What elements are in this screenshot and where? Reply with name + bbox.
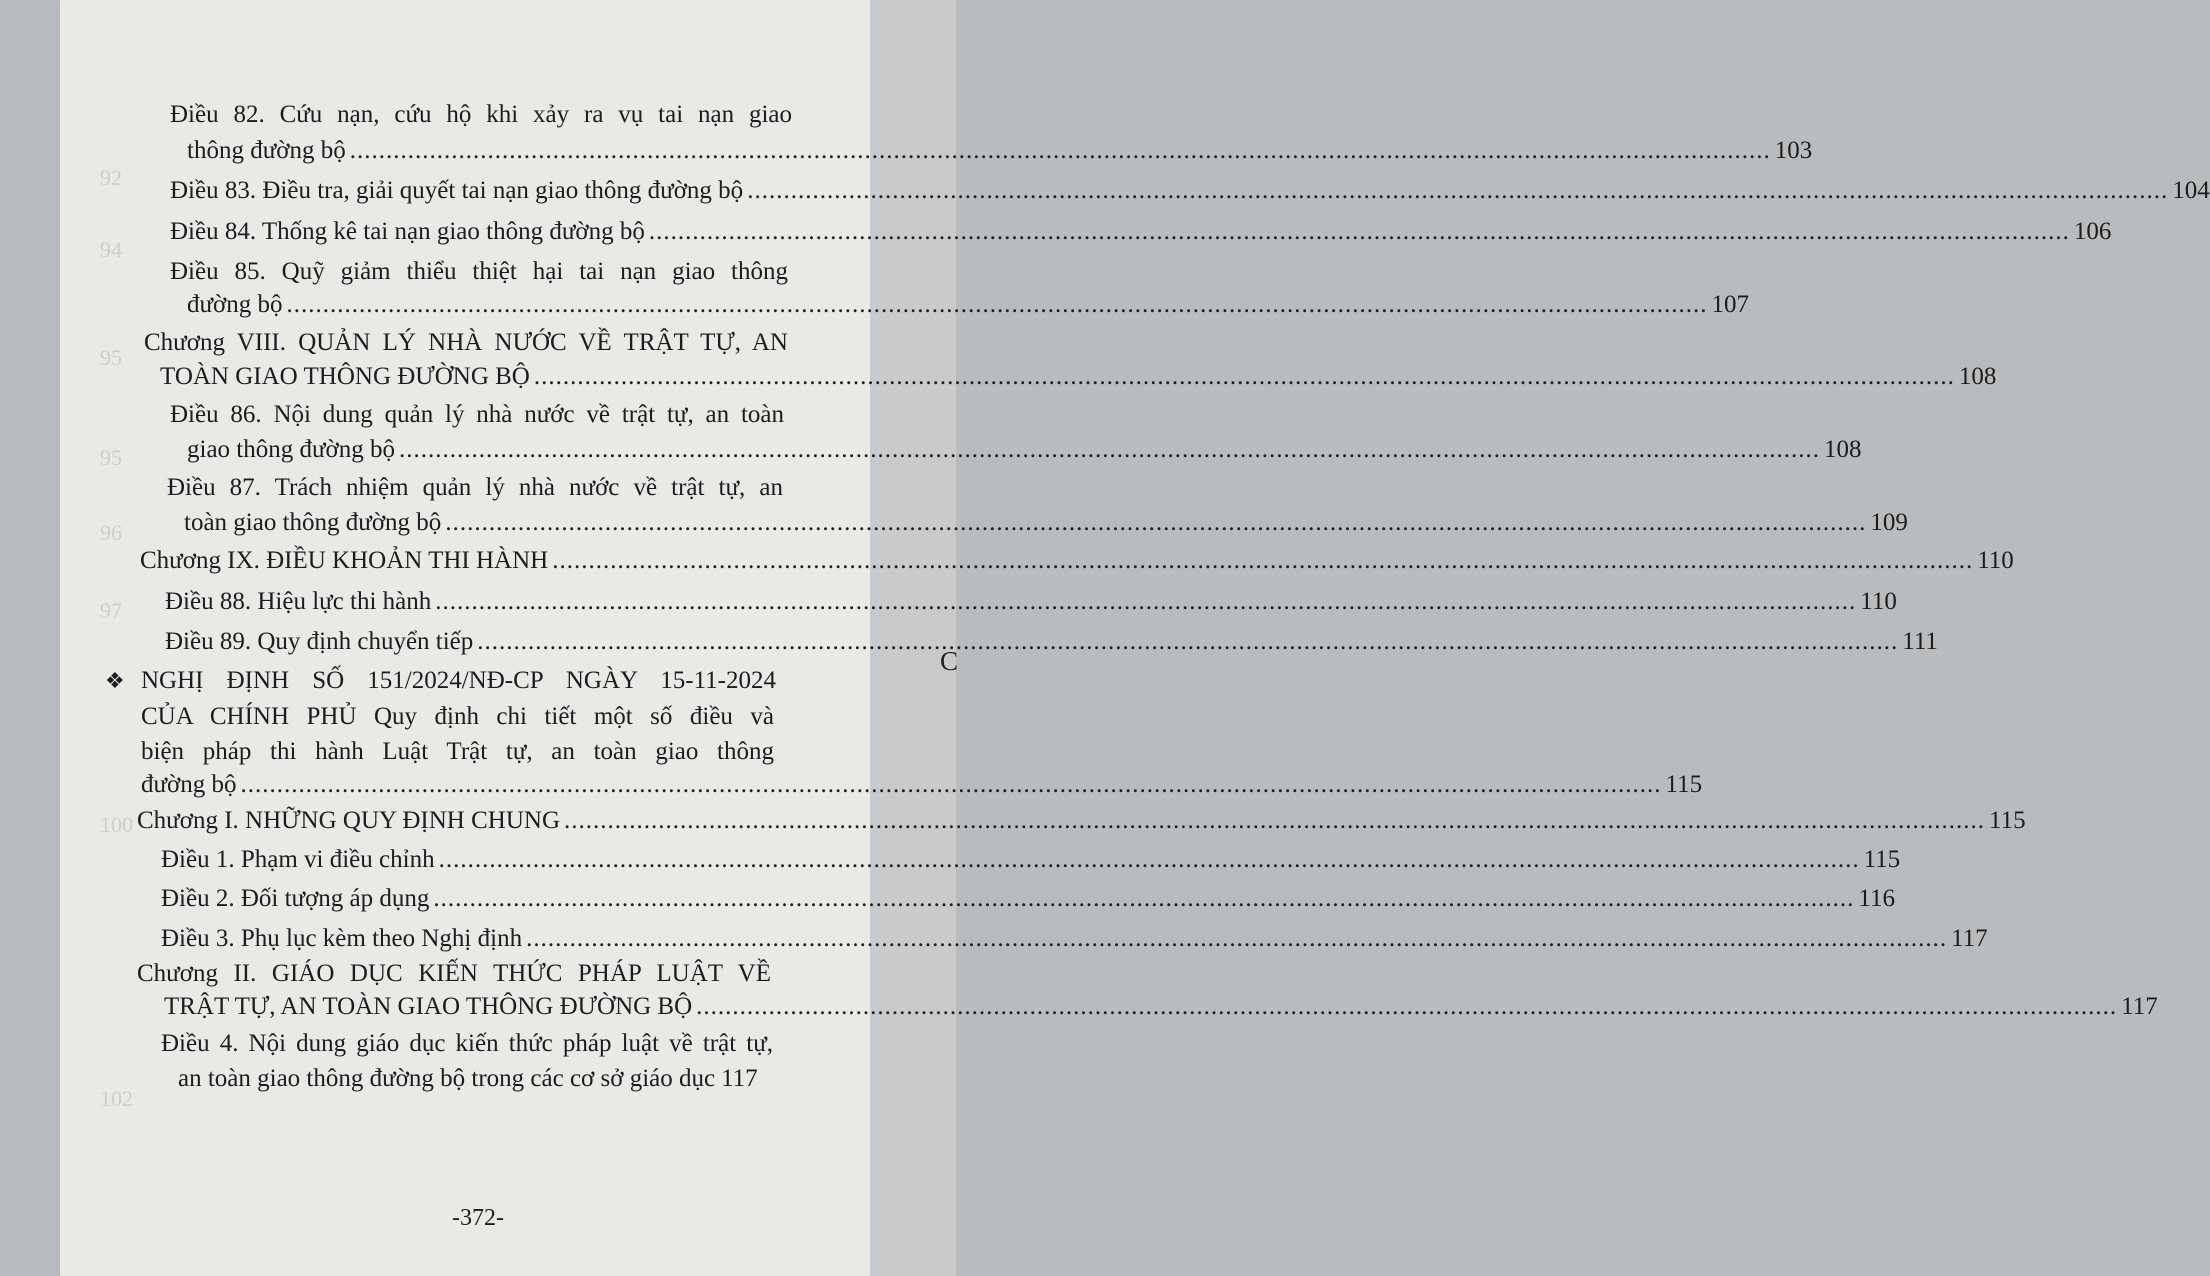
toc-entry[interactable] xyxy=(170,176,2210,206)
toc-entry[interactable] xyxy=(165,587,1897,617)
toc-chapter-text: Chương IX. ĐIỀU KHOẢN THI HÀNH xyxy=(140,547,549,574)
dot-leader xyxy=(445,508,1866,538)
dot-leader xyxy=(526,924,1947,954)
toc-section-text: CỦA CHÍNH PHỦ Quy định chi tiết một số điều và xyxy=(141,703,774,730)
toc-chapter-text: TRẬT TỰ, AN TOÀN GIAO THÔNG ĐƯỜNG BỘ xyxy=(164,993,693,1020)
show-through-number: 95 xyxy=(100,445,122,470)
show-through-number: 96 xyxy=(100,520,122,545)
adjacent-page-letter: C xyxy=(940,646,959,676)
show-through-number: 95 xyxy=(100,345,122,370)
toc-entry[interactable] xyxy=(187,290,1750,320)
dot-leader xyxy=(439,845,1860,875)
toc-entry-text: Điều 87. Trách nhiệm quản lý nhà nước về trật tự, an xyxy=(167,474,783,501)
toc-chapter[interactable] xyxy=(137,806,2026,836)
toc-section[interactable] xyxy=(141,770,1703,800)
toc-page-number: 103 xyxy=(1774,137,1813,164)
toc-entry-text: Điều 85. Quỹ giảm thiểu thiệt hại tai nạn giao thông xyxy=(170,258,788,285)
toc-chapter-text: Chương II. GIÁO DỤC KIẾN THỨC PHÁP LUẬT VỀ xyxy=(137,960,771,987)
dot-leader xyxy=(477,627,1898,657)
toc-page-number: 115 xyxy=(1989,807,2026,834)
toc-chapter[interactable] xyxy=(140,546,2014,576)
toc-entry[interactable] xyxy=(170,217,2112,247)
toc-entry-text: Điều 3. Phụ lục kèm theo Nghị định xyxy=(161,925,523,952)
toc-entry-text: Điều 89. Quy định chuyển tiếp xyxy=(165,628,474,655)
toc-page-number: 116 xyxy=(1858,885,1895,912)
toc-page-number: 117 xyxy=(721,1065,758,1092)
toc-entry[interactable] xyxy=(165,627,1938,657)
show-through-number: 102 xyxy=(100,1086,133,1111)
page-number: -372- xyxy=(452,1205,504,1231)
toc-chapter-text: Chương VIII. QUẢN LÝ NHÀ NƯỚC VỀ TRẬT TỰ, AN xyxy=(144,329,788,356)
toc-page-number: 111 xyxy=(1902,628,1938,655)
dot-leader xyxy=(241,770,1662,800)
toc-page-number: 117 xyxy=(1951,925,1988,952)
dot-leader xyxy=(435,587,1856,617)
toc-entry-text: Điều 4. Nội dung giáo dục kiến thức pháp luật về trật tự, xyxy=(161,1030,773,1057)
toc-entry-text: an toàn giao thông đường bộ trong các cơ sở giáo dục xyxy=(178,1065,716,1092)
show-through-number: 97 xyxy=(100,598,122,623)
toc-chapter[interactable] xyxy=(160,362,1997,392)
dot-leader xyxy=(350,136,1771,166)
toc-page-number: 110 xyxy=(1977,547,2014,574)
toc-entry[interactable] xyxy=(161,845,1901,875)
toc-entry-text: Điều 86. Nội dung quản lý nhà nước về trật tự, an toàn xyxy=(170,401,784,428)
toc-page-number: 107 xyxy=(1711,291,1750,318)
dot-leader xyxy=(399,435,1820,465)
toc-section-text: đường bộ xyxy=(141,771,237,798)
toc-page-number: 115 xyxy=(1665,771,1703,798)
toc-page-number: 104 xyxy=(2172,177,2210,204)
toc-entry[interactable] xyxy=(184,508,1908,538)
toc-entry-text: toàn giao thông đường bộ xyxy=(184,509,442,536)
toc-entry[interactable] xyxy=(187,435,1862,465)
dot-leader xyxy=(534,362,1955,392)
toc-entry-text: giao thông đường bộ xyxy=(187,436,396,463)
toc-entry-text: Điều 2. Đối tượng áp dụng xyxy=(161,885,430,912)
toc-entry[interactable] xyxy=(161,924,1988,954)
dot-leader xyxy=(287,290,1708,320)
dot-leader xyxy=(433,884,1854,914)
toc-page-number: 109 xyxy=(1870,509,1908,536)
dot-leader xyxy=(747,176,2168,206)
toc-entry[interactable] xyxy=(187,136,1813,166)
show-through-number: 94 xyxy=(100,237,122,262)
toc-entry[interactable] xyxy=(161,884,1895,914)
dot-leader xyxy=(552,546,1973,576)
toc-page-number: 108 xyxy=(1958,363,1997,390)
toc-entry-text: Điều 82. Cứu nạn, cứu hộ khi xảy ra vụ tai nạn giao xyxy=(170,101,792,128)
toc-page-number: 106 xyxy=(2073,218,2112,245)
toc-entry-text: Điều 88. Hiệu lực thi hành xyxy=(165,588,432,615)
toc-page-number: 110 xyxy=(1860,588,1897,615)
dot-leader xyxy=(649,217,2070,247)
toc-chapter-text: TOÀN GIAO THÔNG ĐƯỜNG BỘ xyxy=(160,363,530,390)
toc-entry-text: Điều 1. Phạm vi điều chỉnh xyxy=(161,846,435,873)
toc-section-text: biện pháp thi hành Luật Trật tự, an toàn giao thông xyxy=(141,738,774,765)
toc-entry-text: đường bộ xyxy=(187,291,283,318)
toc-page-number: 117 xyxy=(2121,993,2158,1020)
toc-chapter-text: Chương I. NHỮNG QUY ĐỊNH CHUNG xyxy=(137,807,560,834)
toc-entry[interactable] xyxy=(178,1064,806,1094)
toc-chapter[interactable] xyxy=(164,992,2158,1022)
show-through-number: 100 xyxy=(100,812,133,837)
dot-leader xyxy=(696,992,2117,1022)
toc-entry-text: thông đường bộ xyxy=(187,137,346,164)
toc-section-text: NGHỊ ĐỊNH SỐ 151/2024/NĐ-CP NGÀY 15-11-2024 xyxy=(141,667,776,694)
toc-page-number: 108 xyxy=(1824,436,1862,463)
toc-page-number: 115 xyxy=(1863,846,1901,873)
four-diamond-bullet-icon: ❖ xyxy=(105,668,125,693)
dot-leader xyxy=(564,806,1985,836)
toc-entry-text: Điều 83. Điều tra, giải quyết tai nạn giao thông đường bộ xyxy=(170,177,744,204)
toc-entry-text: Điều 84. Thống kê tai nạn giao thông đường bộ xyxy=(170,218,645,245)
show-through-number: 92 xyxy=(100,165,122,190)
